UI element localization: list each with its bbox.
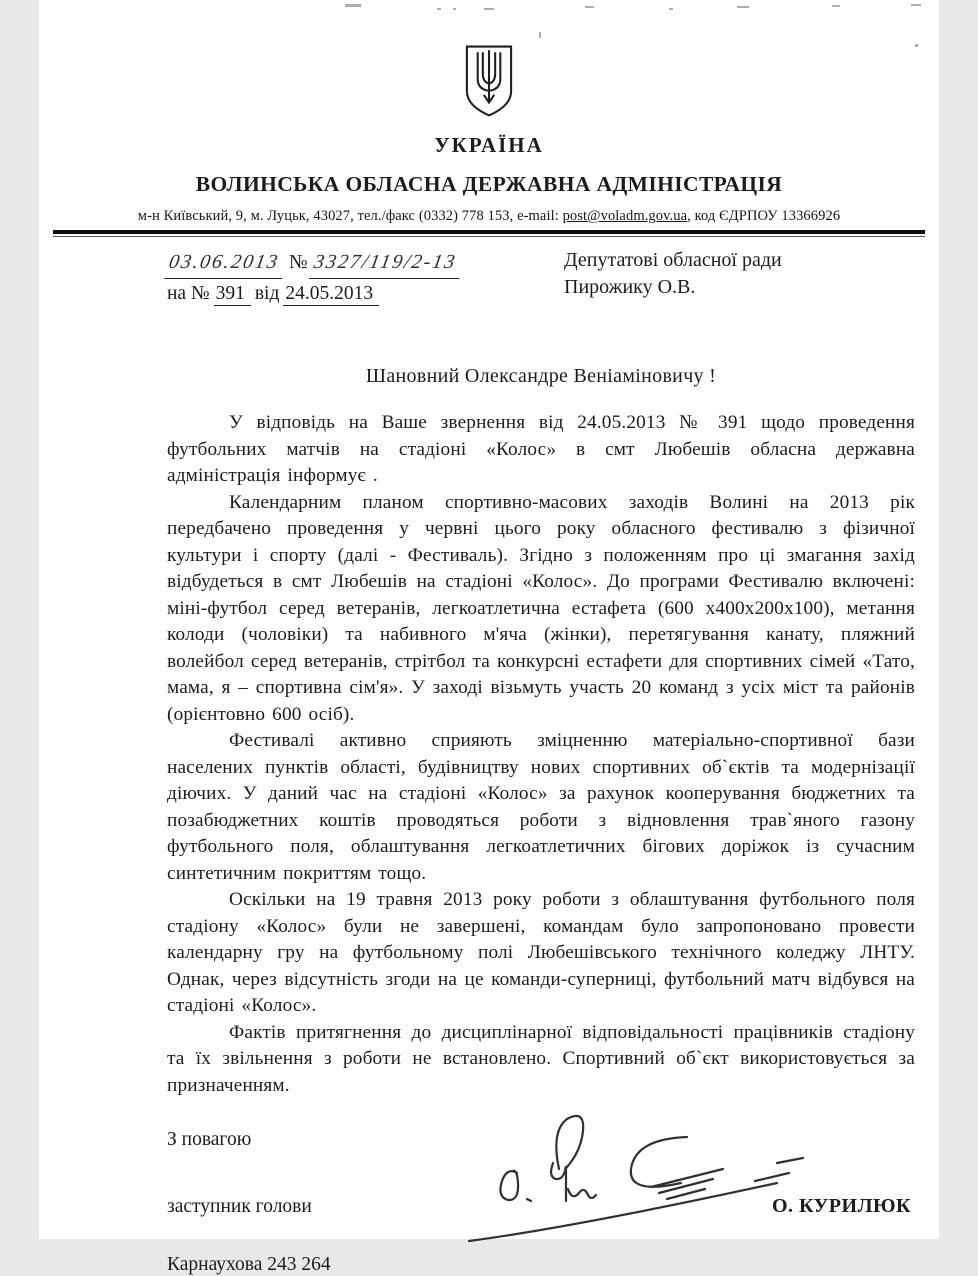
scan-artifact	[832, 5, 840, 7]
number-sign: №	[289, 252, 308, 273]
handwritten-number: 3327/119/2-13	[309, 247, 465, 279]
scan-artifact	[453, 8, 456, 10]
recipient-title: Депутатові обласної ради	[564, 249, 782, 271]
address-suffix: , код ЄДРПОУ 13366926	[687, 208, 841, 224]
letterhead	[39, 0, 939, 237]
executor-line: Карнаухова 243 264	[167, 1254, 331, 1275]
reference-block	[167, 247, 909, 309]
scan-artifact	[915, 44, 918, 47]
outgoing-reference	[167, 247, 462, 309]
salutation: Шановний Олександре Веніаміновичу !	[365, 365, 717, 387]
scan-artifact	[484, 8, 494, 10]
body-paragraph: Оскільки на 19 травня 2013 року роботи з облаштування футбольного поля стадіону «Колос» були не завершені, командам було запропоновано провести календарну гру на футбольному полі Любешівського технічного коледжу ЛНТУ. Однак, через відсутність згоди на це команди-суперниці, футбольний матч відбувся на стадіоні «Колос».	[167, 889, 915, 1016]
regards-line: З повагою	[167, 1129, 252, 1150]
scanned-letter-page	[39, 0, 939, 1275]
outgoing-number-line	[167, 247, 462, 279]
signer-position: заступник голови	[167, 1195, 312, 1217]
body-paragraph: У відповідь на Ваше звернення від 24.05.2013 № 391 щодо проведення футбольних матчів на стадіоні «Колос» в смт Любешів обласна державна адміністрація інформує .	[167, 412, 915, 486]
scan-artifact	[585, 6, 594, 8]
ukraine-trident-emblem	[464, 44, 514, 118]
letter-body	[167, 410, 915, 1099]
closing-block	[167, 1129, 915, 1276]
address-prefix: м-н Київський, 9, м. Луцьк, 43027, тел./факс (0332) 778 153, e-mail:	[137, 208, 563, 224]
country-name: УКРАЇНА	[434, 133, 544, 157]
scan-artifact	[911, 4, 921, 6]
reply-date: 24.05.2013	[283, 283, 379, 306]
scan-artifact	[737, 6, 749, 8]
body-paragraph: Календарним планом спортивно-масових заходів Волині на 2013 рік передбачено проведення у червні цього року обласного фестивалю з фізичної культури і спорту (далі - Фестиваль). Згідно з положенням про ці змагання захід відбудеться в смт Любешів на стадіоні «Колос». До програми Фестивалю включені: міні-футбол серед ветеранів, легкоатлетична естафета (600 х400х200х100), метання колоди (чоловіки) та набивного м'яча (жінки), перетягування канату, пляжний волейбол серед ветеранів, стрітбол та конкурсні естафети для спортивних сімей «Тато, мама, я – спортивна сім'я». У заході візьмуть участь 20 команд з усіх міст та районів (орієнтовно 600 осіб).	[167, 491, 915, 725]
letterhead-divider	[53, 230, 925, 237]
body-paragraph: Фестивалі активно сприяють зміцненню матеріально-спортивної бази населених пунктів області, будівництву нових спортивних об`єктів та модернізації діючих. У даний час на стадіоні «Колос» за рахунок кооперування бюджетних та позабюджетних коштів проводяться роботи з відновлення трав`яного газону футбольного поля, облаштування легкоатлетичних бігових доріжок із сучасним синтетичним покриттям тощо.	[167, 730, 915, 884]
letterhead-address	[39, 208, 939, 225]
scan-artifact	[669, 8, 673, 10]
scan-artifact	[437, 8, 441, 10]
recipient-block	[564, 247, 909, 309]
handwritten-date: 03.06.2013	[164, 247, 288, 279]
reply-number: 391	[214, 283, 251, 306]
scan-artifact	[345, 4, 361, 7]
recipient-name: Пирожику О.В.	[564, 276, 696, 298]
reply-prefix: на №	[167, 283, 210, 304]
reply-reference-line	[167, 279, 462, 309]
organization-name: ВОЛИНСЬКА ОБЛАСНА ДЕРЖАВНА АДМІНІСТРАЦІЯ	[195, 172, 783, 196]
scan-artifact	[539, 32, 541, 38]
body-paragraph: Фактів притягнення до дисциплінарної відповідальності працівників стадіону та їх звільнення з роботи не встановлено. Спортивний об`єкт використовується за призначенням.	[167, 1021, 915, 1096]
signer-name: О. КУРИЛЮК	[771, 1195, 911, 1217]
letterhead-email: post@voladm.gov.ua	[562, 208, 688, 224]
reply-mid: від	[254, 283, 280, 304]
signature-row	[167, 1195, 915, 1218]
